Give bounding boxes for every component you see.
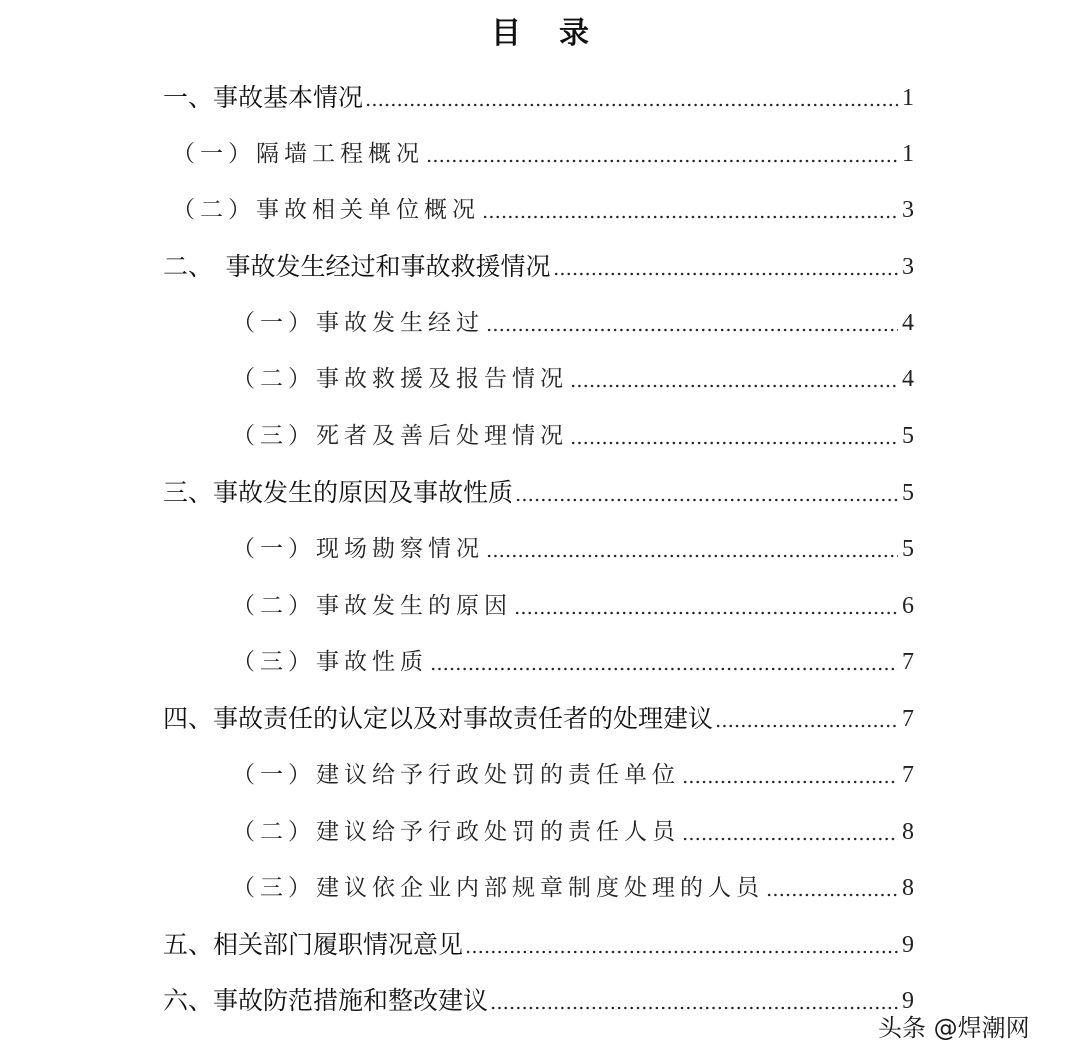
toc-title-char-1: 目 — [491, 16, 521, 51]
dot-leader — [682, 757, 898, 785]
toc-entry-page: 1 — [902, 85, 914, 111]
toc-entry-4-3[interactable] — [232, 866, 914, 906]
toc-entry-label: 六、事故防范措施和整改建议 — [163, 986, 489, 1015]
watermark: 头条 @焊潮网 — [878, 1014, 1030, 1042]
toc-entry-page: 7 — [902, 649, 914, 675]
dot-leader — [570, 418, 898, 446]
toc-entry-2-2[interactable] — [232, 357, 914, 397]
toc-entry-5[interactable] — [163, 923, 914, 963]
toc-entry-label: （一）现场勘察情况 — [232, 536, 484, 562]
toc-entry-3-2[interactable] — [232, 584, 914, 624]
dot-leader — [515, 475, 898, 503]
toc-entry-page: 5 — [902, 423, 914, 449]
dot-leader — [486, 305, 898, 333]
toc-entry-label: （三）事故性质 — [232, 649, 428, 675]
toc-entry-4[interactable] — [163, 697, 914, 737]
toc-entry-label: （二）事故相关单位概况 — [172, 197, 480, 223]
toc-entry-page: 4 — [902, 310, 914, 336]
toc-entry-label: 四、事故责任的认定以及对事故责任者的处理建议 — [163, 704, 714, 733]
toc-entry-label: 一、事故基本情况 — [163, 83, 364, 112]
toc-entry-page: 4 — [902, 366, 914, 392]
dot-leader — [486, 531, 898, 559]
toc-entry-label: （三）死者及善后处理情况 — [232, 423, 568, 449]
toc-entry-page: 5 — [902, 536, 914, 562]
toc-entry-label: （一）事故发生经过 — [232, 310, 484, 336]
toc-entry-4-1[interactable] — [232, 753, 914, 793]
dot-leader — [553, 249, 898, 277]
toc-entry-page: 6 — [902, 593, 914, 619]
toc-entry-label: 二、 事故发生经过和事故救援情况 — [163, 252, 551, 281]
toc-entry-label: （二）事故救援及报告情况 — [232, 366, 568, 392]
toc-entry-2[interactable] — [163, 245, 914, 285]
toc-entry-page: 8 — [902, 875, 914, 901]
toc-entry-6[interactable] — [163, 979, 914, 1019]
toc-entry-page: 3 — [902, 254, 914, 280]
dot-leader — [465, 927, 898, 955]
toc-entry-page: 7 — [902, 762, 914, 788]
toc-entry-label: 三、事故发生的原因及事故性质 — [163, 478, 514, 507]
toc-entry-3[interactable] — [163, 471, 914, 511]
toc-title — [0, 12, 1080, 56]
toc-entry-label: （一）隔墙工程概况 — [172, 141, 424, 167]
toc-entry-page: 9 — [902, 988, 914, 1014]
toc-entry-3-1[interactable] — [232, 527, 914, 567]
dot-leader — [570, 361, 898, 389]
dot-leader — [490, 983, 898, 1011]
toc-entry-page: 9 — [902, 932, 914, 958]
dot-leader — [430, 644, 898, 672]
toc-entry-2-3[interactable] — [232, 414, 914, 454]
toc-entry-page: 7 — [902, 706, 914, 732]
dot-leader — [426, 136, 898, 164]
dot-leader — [715, 701, 898, 729]
toc-entry-label: （三）建议依企业内部规章制度处理的人员 — [232, 875, 764, 901]
toc-entry-2-1[interactable] — [232, 301, 914, 341]
toc-entry-label: （二）建议给予行政处罚的责任人员 — [232, 819, 680, 845]
toc-entry-1-1[interactable] — [172, 132, 914, 172]
toc-entry-4-2[interactable] — [232, 810, 914, 850]
dot-leader — [482, 192, 898, 220]
toc-entry-page: 3 — [902, 197, 914, 223]
toc-entry-label: 五、相关部门履职情况意见 — [163, 930, 464, 959]
toc-entry-3-3[interactable] — [232, 640, 914, 680]
toc-title-char-2: 录 — [559, 16, 589, 51]
dot-leader — [365, 80, 898, 108]
toc-entry-label: （二）事故发生的原因 — [232, 593, 512, 619]
dot-leader — [766, 870, 898, 898]
dot-leader — [514, 588, 898, 616]
toc-entry-page: 1 — [902, 141, 914, 167]
toc-entry-label: （一）建议给予行政处罚的责任单位 — [232, 762, 680, 788]
toc-entry-1[interactable] — [163, 76, 914, 116]
dot-leader — [682, 814, 898, 842]
toc-entry-page: 5 — [902, 480, 914, 506]
toc-entry-1-2[interactable] — [172, 188, 914, 228]
toc-entry-page: 8 — [902, 819, 914, 845]
